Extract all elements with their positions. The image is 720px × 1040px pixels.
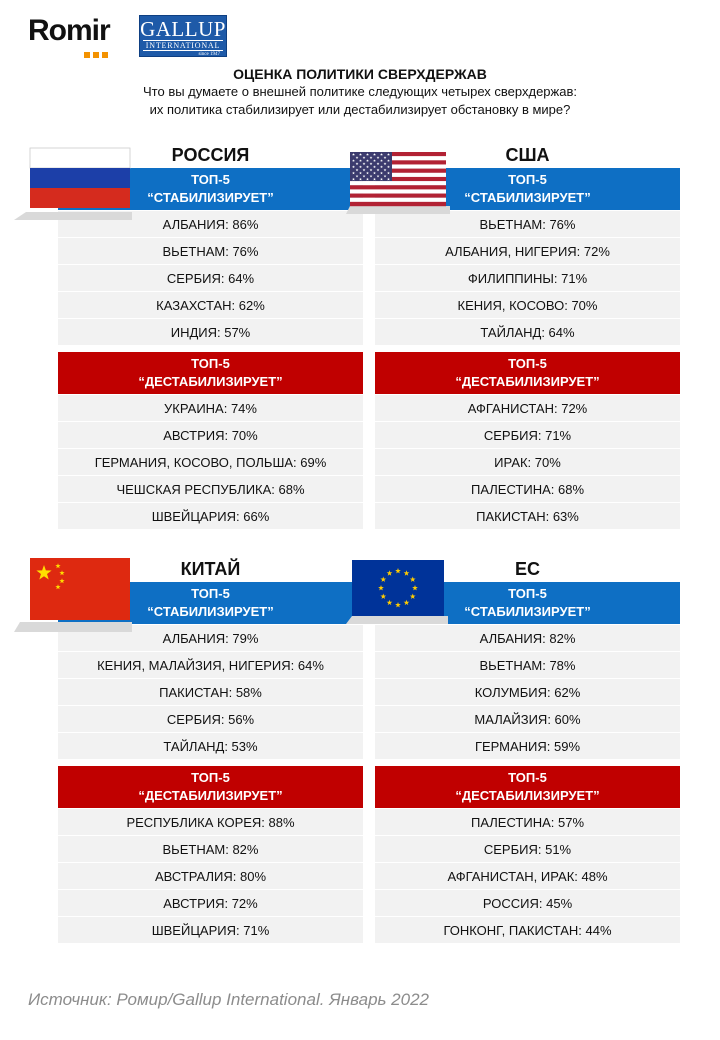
top5-label: ТОП-5 (508, 172, 547, 187)
destabilizes-row: ВЬЕТНАМ: 82% (58, 835, 363, 862)
top5-label: ТОП-5 (508, 770, 547, 785)
stabilizes-row: КОЛУМБИЯ: 62% (375, 678, 680, 705)
gallup-logo-since: since 1947 (198, 52, 220, 57)
stabilizes-row: ФИЛИППИНЫ: 71% (375, 264, 680, 291)
russia-flag-icon (14, 146, 132, 220)
destabilizes-row: ЧЕШСКАЯ РЕСПУБЛИКА: 68% (58, 475, 363, 502)
destabilizes-row: ПАЛЕСТИНА: 68% (375, 475, 680, 502)
destabilizes-row: УКРАИНА: 74% (58, 394, 363, 421)
heading (0, 66, 720, 118)
stabilizes-row: СЕРБИЯ: 64% (58, 264, 363, 291)
top5-label: ТОП-5 (508, 586, 547, 601)
gallup-logo-subtext: INTERNATIONAL (143, 40, 223, 51)
romir-logo (28, 16, 110, 46)
top5-label: ТОП-5 (191, 586, 230, 601)
destabilizes-row: СЕРБИЯ: 51% (375, 835, 680, 862)
destabilizes-row: ПАЛЕСТИНА: 57% (375, 808, 680, 835)
source-note: Источник: Ромир/Gallup International. Январь 2022 (28, 990, 430, 1009)
destabilizes-row: РЕСПУБЛИКА КОРЕЯ: 88% (58, 808, 363, 835)
top5-label: ТОП-5 (191, 770, 230, 785)
stabilizes-row: АЛБАНИЯ: 82% (375, 624, 680, 651)
destabilizes-row: АВСТРИЯ: 72% (58, 889, 363, 916)
destabilizes-label: “ДЕСТАБИЛИЗИРУЕТ” (455, 788, 600, 803)
destabilizes-row: АФГАНИСТАН: 72% (375, 394, 680, 421)
romir-logo-dots (84, 52, 108, 58)
destabilizes-label: “ДЕСТАБИЛИЗИРУЕТ” (455, 374, 600, 389)
destabilizes-label: “ДЕСТАБИЛИЗИРУЕТ” (138, 788, 283, 803)
gallup-logo (139, 15, 227, 57)
page-title: ОЦЕНКА ПОЛИТИКИ СВЕРХДЕРЖАВ (233, 66, 487, 82)
stabilizes-row: ПАКИСТАН: 58% (58, 678, 363, 705)
stabilizes-row: ВЬЕТНАМ: 76% (58, 237, 363, 264)
destabilizes-header (58, 766, 363, 808)
stabilizes-row: ГЕРМАНИЯ: 59% (375, 732, 680, 759)
eu-flag-icon (346, 558, 448, 624)
question-line-1: Что вы думаете о внешней политике следующих четырех сверхдержав: (143, 84, 577, 99)
stabilizes-row: КЕНИЯ, МАЛАЙЗИЯ, НИГЕРИЯ: 64% (58, 651, 363, 678)
destabilizes-header (58, 352, 363, 394)
destabilizes-row: СЕРБИЯ: 71% (375, 421, 680, 448)
stabilizes-row: СЕРБИЯ: 56% (58, 705, 363, 732)
stabilizes-label: “СТАБИЛИЗИРУЕТ” (464, 604, 591, 619)
destabilizes-row: ШВЕЙЦАРИЯ: 71% (58, 916, 363, 943)
stabilizes-row: ТАЙЛАНД: 64% (375, 318, 680, 345)
destabilizes-row: ИРАК: 70% (375, 448, 680, 475)
stabilizes-row: МАЛАЙЗИЯ: 60% (375, 705, 680, 732)
panel-title: РОССИЯ (171, 145, 250, 165)
top5-label: ТОП-5 (191, 172, 230, 187)
stabilizes-row: ТАЙЛАНД: 53% (58, 732, 363, 759)
destabilizes-label: “ДЕСТАБИЛИЗИРУЕТ” (138, 374, 283, 389)
stabilizes-row: ВЬЕТНАМ: 76% (375, 210, 680, 237)
usa-flag-icon (346, 150, 450, 214)
destabilizes-row: АВСТРИЯ: 70% (58, 421, 363, 448)
china-flag-icon (14, 556, 132, 632)
panel-title: ЕС (514, 559, 540, 579)
top5-label: ТОП-5 (508, 356, 547, 371)
destabilizes-row: АВСТРАЛИЯ: 80% (58, 862, 363, 889)
panel-title: США (505, 145, 550, 165)
stabilizes-label: “СТАБИЛИЗИРУЕТ” (464, 190, 591, 205)
question-line-2: их политика стабилизирует или дестабилизирует обстановку в мире? (149, 102, 571, 117)
destabilizes-row: ПАКИСТАН: 63% (375, 502, 680, 529)
top5-label: ТОП-5 (191, 356, 230, 371)
stabilizes-label: “СТАБИЛИЗИРУЕТ” (147, 604, 274, 619)
stabilizes-row: АЛБАНИЯ: 86% (58, 210, 363, 237)
panel-title: КИТАЙ (180, 559, 241, 579)
destabilizes-row: ШВЕЙЦАРИЯ: 66% (58, 502, 363, 529)
destabilizes-row: АФГАНИСТАН, ИРАК: 48% (375, 862, 680, 889)
destabilizes-row: ГЕРМАНИЯ, КОСОВО, ПОЛЬША: 69% (58, 448, 363, 475)
stabilizes-row: АЛБАНИЯ: 79% (58, 624, 363, 651)
stabilizes-label: “СТАБИЛИЗИРУЕТ” (147, 190, 274, 205)
destabilizes-row: РОССИЯ: 45% (375, 889, 680, 916)
romir-logo-text: Romir (28, 14, 110, 47)
stabilizes-row: АЛБАНИЯ, НИГЕРИЯ: 72% (375, 237, 680, 264)
stabilizes-row: ВЬЕТНАМ: 78% (375, 651, 680, 678)
gallup-logo-text: GALLUP (140, 17, 226, 41)
stabilizes-row: КАЗАХСТАН: 62% (58, 291, 363, 318)
stabilizes-row: КЕНИЯ, КОСОВО: 70% (375, 291, 680, 318)
destabilizes-header (375, 352, 680, 394)
destabilizes-row: ГОНКОНГ, ПАКИСТАН: 44% (375, 916, 680, 943)
destabilizes-header (375, 766, 680, 808)
stabilizes-row: ИНДИЯ: 57% (58, 318, 363, 345)
